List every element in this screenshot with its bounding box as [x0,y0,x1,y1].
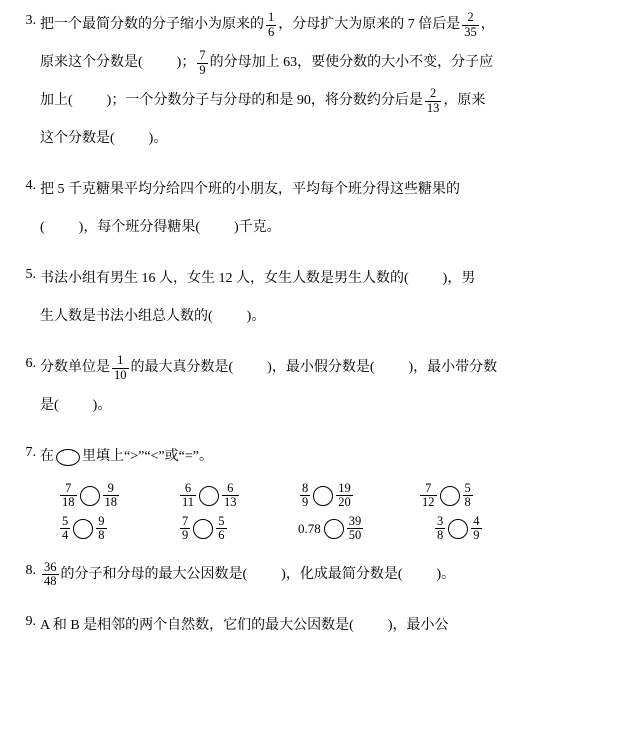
decimal-value: 0.78 [298,520,321,536]
fraction-numerator: 6 [227,481,234,495]
problem-line [40,298,609,336]
problem-body [40,556,609,594]
text-run: 生人数是书法小组总人数的( [40,309,213,324]
compare-item [178,515,298,542]
problem-line [40,607,609,645]
text-run: 的最大真分数是( [130,360,234,375]
text-run: 这个分数是( [40,131,115,146]
problem-number: 6. [25,356,36,371]
fraction-denominator: 13 [426,100,440,115]
fraction [180,515,190,542]
text-run: )，最小公 [387,617,449,633]
problem-item [10,260,609,336]
text-run: 是( [40,398,59,413]
problem-line [40,44,609,82]
compare-circle-icon[interactable] [324,519,344,539]
compare-item [58,515,178,542]
problem-item [10,349,609,425]
fraction [42,561,59,588]
text-run: 的分母加上 63，要使分数的大小不变，分子应 [209,55,494,70]
fraction [420,482,437,509]
problem-line [40,556,609,594]
problem-number: 5. [25,267,36,282]
problem-line [40,349,609,387]
fraction-denominator: 8 [437,528,444,543]
fraction [463,482,473,509]
fraction-denominator: 18 [104,495,117,510]
compare-item [178,482,298,509]
fraction-denominator: 9 [182,528,189,543]
problem-line [40,82,609,120]
text-run: )。 [246,309,266,324]
fraction-denominator: 50 [348,528,362,543]
fraction-denominator: 13 [224,495,237,510]
problem-body [40,349,609,425]
fraction-numerator: 8 [302,481,309,495]
problem-item [10,556,609,594]
problem-number: 9. [25,613,36,629]
fraction-denominator: 8 [464,495,471,510]
fraction [197,49,207,76]
compare-item [298,515,433,542]
fraction-denominator: 8 [98,528,105,543]
fraction-denominator: 48 [44,574,57,588]
fraction-numerator: 5 [62,514,69,529]
text-run: ( [40,220,45,235]
problem-body [40,260,609,336]
fraction-denominator: 10 [114,367,127,382]
fraction-numerator: 7 [65,481,72,495]
fraction [462,11,479,38]
fraction-numerator: 2 [467,10,474,25]
fraction-numerator: 9 [107,481,114,495]
text-run: 原来这个分数是( [40,55,143,70]
text-run: 的分子和分母的最大公因数是( [60,566,248,582]
problem-body [40,607,609,645]
fraction-denominator: 9 [473,528,480,543]
fraction-numerator: 5 [218,514,225,529]
fraction-numerator: 1 [268,10,275,25]
compare-circle-icon[interactable] [73,519,93,539]
problem-number: 7. [25,445,36,460]
problem-number: 4. [25,178,36,193]
compare-circle-icon[interactable] [440,486,460,506]
fraction [435,515,445,542]
fraction-denominator: 6 [268,24,275,39]
fraction-numerator: 6 [184,481,192,495]
compare-row [40,515,609,542]
text-run: ， [480,17,495,32]
compare-item [433,515,484,542]
fraction-numerator: 39 [348,514,362,529]
fraction-numerator: 5 [464,481,471,495]
text-run: ，原来 [443,93,486,108]
fraction [425,87,442,114]
fraction [347,515,364,542]
fraction [60,515,70,542]
compare-circle-icon[interactable] [313,486,333,506]
text-run: )，最小带分数 [408,360,498,375]
compare-row [40,482,609,509]
problem-line [40,438,609,476]
fraction-denominator: 4 [62,528,69,543]
problem-item [10,171,609,247]
problem-line [40,209,609,247]
fraction [216,515,226,542]
text-run: )。 [148,131,168,146]
problem-line [40,120,609,158]
text-run: )。 [436,566,456,582]
problem-line [40,260,609,298]
problem-line [40,171,609,209]
fraction-denominator: 11 [182,495,195,510]
problem-item [10,607,609,645]
fraction [336,482,353,509]
fraction-numerator: 1 [117,353,124,368]
text-run: 加上( [40,93,73,108]
compare-item [418,482,475,509]
problem-body [40,171,609,247]
text-run: A 和 B 是相邻的两个自然数，它们的最大公因数是( [40,617,354,633]
fraction [180,482,196,509]
fraction-denominator: 9 [302,495,309,510]
compare-circle-icon[interactable] [56,449,80,466]
problem-number: 8. [25,562,36,578]
fraction-denominator: 6 [218,528,225,543]
fraction-denominator: 9 [199,62,206,77]
text-run: )千克。 [234,220,281,235]
problem-line [40,6,609,44]
compare-item [298,482,418,509]
problem-number: 3. [25,13,36,28]
fraction-numerator: 4 [473,514,480,529]
text-run: )，男 [442,271,476,286]
fraction [96,515,106,542]
fraction [112,354,129,381]
text-run: 分数单位是 [40,360,110,375]
compare-circle-icon[interactable] [448,519,468,539]
fraction [103,482,120,509]
text-run: )，最小假分数是( [267,360,375,375]
problem-item [10,6,609,158]
text-run: )； [176,55,196,70]
text-run: 把 5 千克糖果平均分给四个班的小朋友，平均每个班分得这些糖果的 [40,182,460,197]
fraction-numerator: 9 [98,514,105,529]
fraction-numerator: 36 [44,559,57,574]
problem-item [10,438,609,543]
fraction [222,482,239,509]
fraction-numerator: 19 [338,481,351,495]
text-run: )，每个班分得糖果( [78,220,200,235]
fraction [300,482,310,509]
text-run: )；一个分数分子与分母的和是 90，将分数约分后是 [106,93,423,108]
text-run: )。 [92,398,112,413]
fraction-numerator: 7 [182,514,189,529]
fraction-numerator: 3 [437,514,444,529]
compare-circle-icon[interactable] [199,486,219,506]
text-run: )，化成最简分数是( [281,566,403,582]
fraction-denominator: 18 [62,495,75,510]
text-run: ，分母扩大为原来的 7 倍后是 [278,17,461,32]
text-run: 书法小组有男生 16 人，女生 12 人，女生人数是男生人数的( [40,271,409,286]
fraction [266,11,276,38]
fraction [471,515,481,542]
text-run: 在 [40,449,54,464]
problem-body [40,6,609,158]
fraction [60,482,77,509]
fraction-numerator: 7 [199,48,206,63]
compare-item [58,482,178,509]
problem-body [40,438,609,543]
fraction-denominator: 35 [464,24,477,39]
fraction-denominator: 20 [338,495,351,510]
compare-circle-icon[interactable] [80,486,100,506]
fraction-numerator: 2 [429,86,437,101]
text-run: 里填上“>”“<”或“=”。 [82,449,213,464]
compare-circle-icon[interactable] [193,519,213,539]
fraction-numerator: 7 [425,481,432,495]
problem-line [40,387,609,425]
text-run: 把一个最简分数的分子缩小为原来的 [40,17,264,32]
fraction-denominator: 12 [422,495,435,510]
